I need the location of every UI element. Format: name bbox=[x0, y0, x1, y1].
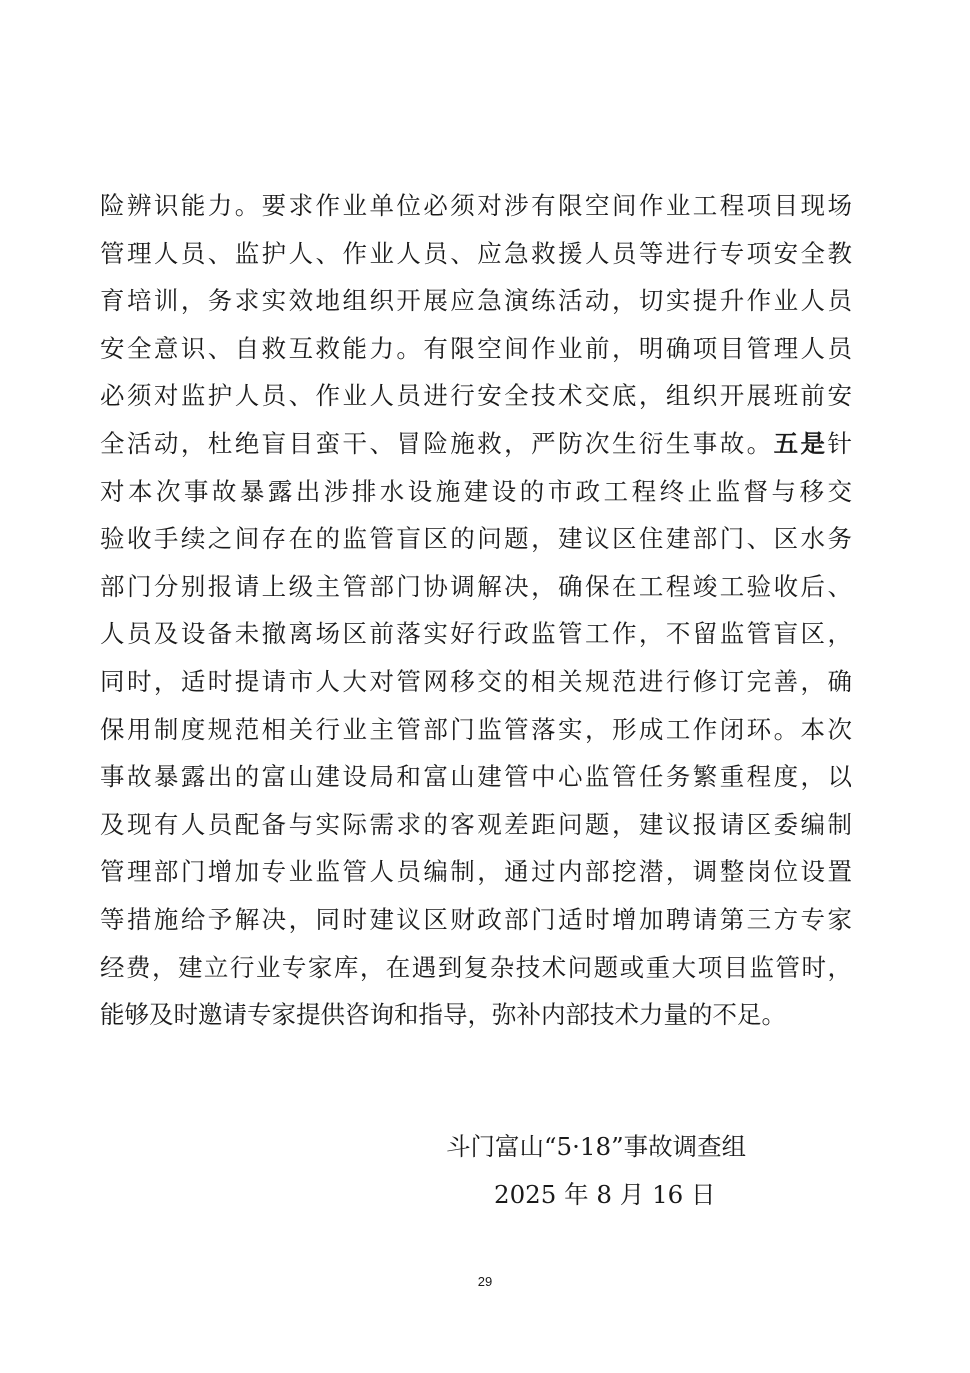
text-line: 管理部门增加专业监管人员编制，通过内部挖潜，调整岗位设置 bbox=[100, 857, 852, 887]
text-line: 部门分别报请上级主管部门协调解决，确保在工程竣工验收后、 bbox=[100, 571, 852, 601]
text-line: 事故暴露出的富山建设局和富山建管中心监管任务繁重程度，以 bbox=[100, 762, 852, 792]
text-line: 险辨识能力。要求作业单位必须对涉有限空间作业工程项目现场 bbox=[100, 191, 852, 220]
text-line: 经费，建立行业专家库，在遇到复杂技术问题或重大项目监管时， bbox=[100, 952, 852, 982]
text-line: 管理人员、监护人、作业人员、应急救援人员等进行专项安全教 bbox=[100, 238, 852, 268]
text-segment: 针 bbox=[827, 428, 852, 458]
text-segment: 全活动，杜绝盲目蛮干、冒险施救，严防次生衍生事故。 bbox=[100, 428, 774, 458]
text-line: 安全意识、自救互救能力。有限空间作业前，明确项目管理人员 bbox=[100, 333, 852, 363]
text-line: 等措施给予解决，同时建议区财政部门适时增加聘请第三方专家 bbox=[100, 904, 852, 934]
text-line: 必须对监护人员、作业人员进行安全技术交底，组织开展班前安 bbox=[100, 381, 852, 411]
text-line: 对本次事故暴露出涉排水设施建设的市政工程终止监督与移交 bbox=[100, 476, 852, 506]
text-line: 能够及时邀请专家提供咨询和指导，弥补内部技术力量的不足。 bbox=[100, 1000, 786, 1030]
signature-organization: 斗门富山“5·18”事故调查组 bbox=[446, 1132, 747, 1161]
text-line: 验收手续之间存在的监管盲区的问题，建议区住建部门、区水务 bbox=[100, 524, 852, 554]
page-number: 29 bbox=[477, 1274, 493, 1289]
bold-lead-phrase: 五是 bbox=[773, 428, 828, 458]
body-paragraph bbox=[100, 182, 852, 1039]
text-line: 人员及设备未撤离场区前落实好行政监管工作，不留监管盲区， bbox=[100, 619, 852, 649]
text-line-with-bold bbox=[100, 420, 852, 468]
signature-date: 2025 年 8 月 16 日 bbox=[494, 1180, 716, 1209]
text-line: 保用制度规范相关行业主管部门监管落实，形成工作闭环。本次 bbox=[100, 714, 852, 744]
text-line: 及现有人员配备与实际需求的客观差距问题，建议报请区委编制 bbox=[100, 809, 852, 839]
text-line: 育培训，务求实效地组织开展应急演练活动，切实提升作业人员 bbox=[100, 286, 852, 316]
text-line: 同时，适时提请市人大对管网移交的相关规范进行修订完善，确 bbox=[100, 666, 852, 696]
